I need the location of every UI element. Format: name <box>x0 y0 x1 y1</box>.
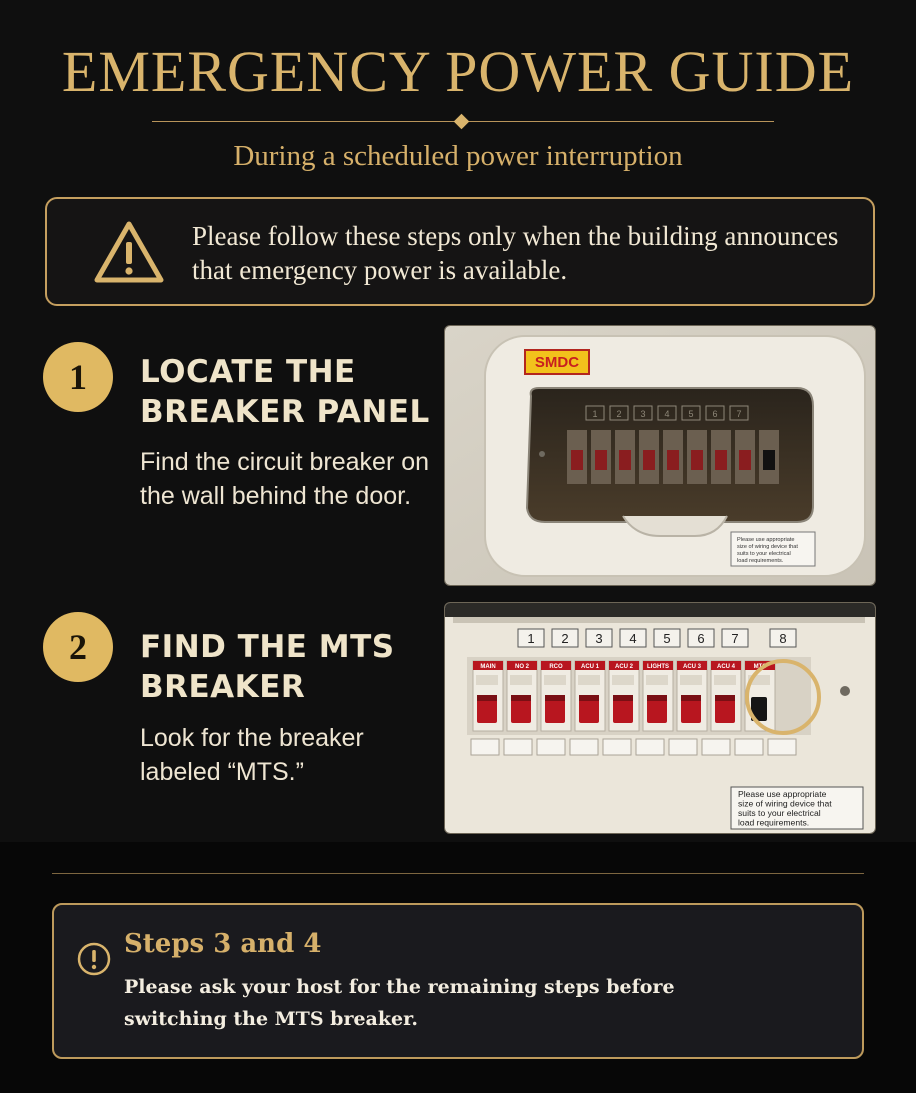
slot-number: 8 <box>779 631 787 646</box>
slot-number: 6 <box>697 631 705 646</box>
breaker-toggle <box>691 450 703 470</box>
sticker-line: size of wiring device that <box>737 544 798 550</box>
slot-number: 5 <box>688 409 694 419</box>
breaker-toggle-shade <box>579 695 599 701</box>
breaker-panel-open-photo <box>444 602 876 834</box>
blank-label <box>504 739 532 755</box>
breaker-toggle <box>739 450 751 470</box>
step-1-title: LOCATE THE BREAKER PANEL <box>140 354 430 430</box>
breaker-toggle <box>619 450 631 470</box>
blank-label <box>570 739 598 755</box>
slot-number: 5 <box>663 631 671 646</box>
step-2-title: FIND THE MTS BREAKER <box>140 629 395 705</box>
breaker-label: RCO <box>549 664 563 670</box>
blank-label <box>735 739 763 755</box>
breaker-label: ACU 3 <box>682 664 702 670</box>
breaker-label: ACU 1 <box>580 664 600 670</box>
slot-number: 2 <box>616 409 622 419</box>
page-subtitle: During a scheduled power interruption <box>233 140 683 172</box>
step-1-description: Find the circuit breaker on the wall behind the door. <box>140 448 430 510</box>
breaker-panel-open-illustration <box>445 603 876 834</box>
blank-label <box>636 739 664 755</box>
breaker-spec <box>476 675 498 685</box>
sticker-line: load requirements. <box>737 558 784 564</box>
sticker-line: load requirements. <box>738 817 810 828</box>
breaker-spec <box>612 675 634 685</box>
notice-text: Please follow these steps only when the building announces that emergency power is available. <box>192 221 839 285</box>
blank-label <box>669 739 697 755</box>
blank-label <box>768 739 796 755</box>
breaker-toggle-shade <box>715 695 735 701</box>
breaker-toggle <box>715 450 727 470</box>
blank-label <box>537 739 565 755</box>
host-callout <box>52 903 864 1059</box>
breaker-toggle <box>595 450 607 470</box>
breaker-toggle-shade <box>613 695 633 701</box>
breaker-toggle <box>571 450 583 470</box>
divider-diamond <box>454 114 470 130</box>
step-2-description: Look for the breaker labeled “MTS.” <box>140 724 364 786</box>
sticker-line: Please use appropriate <box>737 537 795 543</box>
slot-number: 1 <box>592 409 598 419</box>
breaker-spec <box>544 675 566 685</box>
breaker-label: NO 2 <box>514 664 530 670</box>
breaker-toggle-shade <box>511 695 531 701</box>
slot-number: 1 <box>527 631 535 646</box>
slot-number: 7 <box>731 631 739 646</box>
breaker-toggle <box>667 450 679 470</box>
blank-label <box>471 739 499 755</box>
step-1-badge: 1 <box>43 342 113 412</box>
breaker-spec <box>578 675 600 685</box>
breaker-label: ACU 4 <box>716 664 736 670</box>
slot-number: 7 <box>736 409 742 419</box>
sticker-line: Please use appropriate <box>738 789 827 799</box>
breaker-label: MAIN <box>480 664 496 670</box>
breaker-toggle <box>643 450 655 470</box>
breaker-panel-closed-illustration <box>445 326 876 586</box>
step-2-badge: 2 <box>43 612 113 682</box>
panel-brand-label: SMDC <box>534 354 580 371</box>
notice-box <box>45 197 875 306</box>
blank-label <box>603 739 631 755</box>
breaker-label: LIGHTS <box>647 664 669 670</box>
breaker-label: ACU 2 <box>614 664 634 670</box>
slot-number: 3 <box>595 631 603 646</box>
breaker-toggle-shade <box>477 695 497 701</box>
footer-divider <box>52 873 864 874</box>
page-title: EMERGENCY POWER GUIDE <box>61 39 855 104</box>
sticker-line: suits to your electrical <box>737 551 791 557</box>
slot-number: 2 <box>561 631 569 646</box>
breaker-toggle <box>763 450 775 470</box>
warning-triangle-icon <box>93 219 165 285</box>
exclamation-circle-icon <box>76 941 112 977</box>
breaker-toggle-shade <box>647 695 667 701</box>
breaker-toggle-shade <box>681 695 701 701</box>
callout-title: Steps 3 and 4 <box>124 929 322 959</box>
breaker-panel-closed-photo <box>444 325 876 586</box>
sticker-line: suits to your electrical <box>738 808 821 818</box>
slot-number: 6 <box>712 409 718 419</box>
breaker-spec <box>646 675 668 685</box>
blank-label <box>702 739 730 755</box>
slot-number: 4 <box>629 631 637 646</box>
breaker-spec <box>714 675 736 685</box>
sticker-line: size of wiring device that <box>738 798 832 809</box>
breaker-spec <box>510 675 532 685</box>
breaker-label: MTS <box>753 664 767 670</box>
slot-number: 3 <box>640 409 646 419</box>
callout-body: Please ask your host for the remaining steps before switching the MTS breaker. <box>124 976 675 1030</box>
breaker-toggle-shade <box>545 695 565 701</box>
slot-number: 4 <box>664 409 670 419</box>
breaker-spec <box>680 675 702 685</box>
